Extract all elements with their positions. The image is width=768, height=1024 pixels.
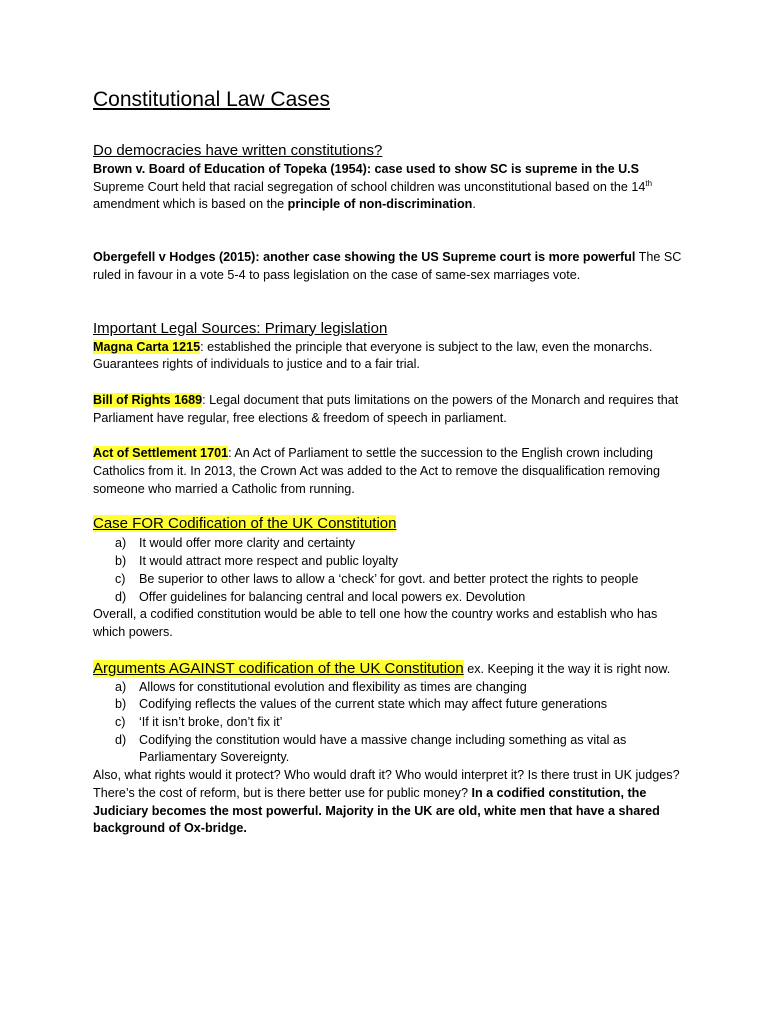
heading-democracies: Do democracies have written constitutions?: [93, 142, 383, 159]
list-item-text: ‘If it isn’t broke, don’t fix it’: [139, 715, 283, 730]
list-item: [93, 535, 685, 553]
heading-legal-sources: Important Legal Sources: Primary legislation: [93, 319, 388, 337]
magna-carta-text: : established the principle that everyone is subject to the law, even the monarchs. Guarantees rights of individuals to justice and to a fair trial.: [93, 339, 653, 372]
list-marker: a): [115, 536, 127, 551]
list-marker: d): [115, 732, 127, 747]
list-item: [93, 571, 685, 589]
list-item: [93, 732, 685, 767]
magna-carta-label: Magna Carta 1215: [93, 339, 201, 354]
brown-case-lead: Brown v. Board of Education of Topeka (1954): case used to show SC is supreme in the U.S: [93, 162, 640, 176]
act-of-settlement-label: Act of Settlement 1701: [93, 446, 229, 461]
case-against-list: [93, 679, 685, 768]
brown-case-end: .: [472, 197, 476, 212]
heading-case-against-text: Arguments AGAINST codification of the UK Constitution: [93, 659, 464, 677]
list-item: [93, 553, 685, 571]
brown-case-sup: th: [645, 178, 653, 188]
heading-case-against-suffix: ex. Keeping it the way it is right now.: [463, 661, 671, 676]
list-marker: b): [115, 697, 127, 712]
obergefell-case-paragraph: [93, 249, 685, 284]
list-item-text: It would attract more respect and public loyalty: [139, 554, 398, 569]
list-marker: d): [115, 589, 127, 604]
list-item-text: Offer guidelines for balancing central and local powers ex. Devolution: [139, 589, 526, 604]
magna-carta-paragraph: [93, 339, 685, 374]
bill-of-rights-paragraph: [93, 392, 685, 427]
obergefell-case-lead: Obergefell v Hodges (2015): another case showing the US Supreme court is more powerful: [93, 250, 636, 265]
act-of-settlement-paragraph: [93, 445, 685, 498]
brown-case-text-2: amendment which is based on the: [93, 197, 288, 212]
list-marker: c): [115, 715, 126, 730]
act-of-settlement-text: : An Act of Parliament to settle the succession to the English crown including Catholics from it. In 2013, the Crown Act was added to the Act to remove the disqualification removing someone who married a Catholic from running.: [93, 446, 661, 496]
brown-case-bold: principle of non-discrimination: [287, 197, 473, 212]
closing-bold-statement: In a codified constitution, the Judiciary becomes the most powerful. Majority in the UK are old, white men that have a shared background of Ox-bridge.: [93, 785, 660, 836]
list-item: [93, 696, 685, 714]
document-body: [93, 88, 685, 838]
case-for-list: [93, 535, 685, 606]
list-item-text: Codifying reflects the values of the current state which may affect future generations: [139, 697, 608, 712]
list-marker: b): [115, 554, 127, 569]
closing-questions: Also, what rights would it protect? Who would draft it? Who would interpret it? Is there trust in UK judges? There’s the cost of reform, but is there better use for public money?: [93, 768, 680, 800]
bill-of-rights-text: : Legal document that puts limitations on the powers of the Monarch and requires that Parliament have regular, free elections & freedom of speech in parliament.: [93, 392, 679, 425]
heading-case-for: [93, 515, 685, 533]
list-item-text: Be superior to other laws to allow a ‘check’ for govt. and better protect the rights to people: [139, 571, 639, 586]
case-for-summary: Overall, a codified constitution would be able to tell one how the country works and establish who has which powers.: [93, 607, 658, 639]
heading-case-against: [93, 659, 685, 679]
page-title: Constitutional Law Cases: [93, 88, 330, 111]
list-marker: c): [115, 571, 126, 586]
list-marker: a): [115, 679, 127, 694]
case-against-closing: [93, 767, 685, 838]
list-item-text: It would offer more clarity and certainty: [139, 536, 356, 551]
list-item-text: Allows for constitutional evolution and flexibility as times are changing: [139, 679, 527, 694]
brown-case-text-1: Supreme Court held that racial segregation of school children was unconstitutional based on the 14: [93, 179, 646, 194]
list-item-text: Codifying the constitution would have a massive change including something as vital as Parliamentary Sovereignty.: [139, 732, 627, 765]
list-item: [93, 589, 685, 607]
list-item: [93, 679, 685, 697]
brown-case-paragraph: [93, 161, 685, 214]
heading-case-for-text: Case FOR Codification of the UK Constitution: [93, 515, 397, 533]
obergefell-case-text: The SC ruled in favour in a vote 5-4 to pass legislation on the case of same-sex marriages vote.: [93, 250, 682, 282]
list-item: [93, 714, 685, 732]
bill-of-rights-label: Bill of Rights 1689: [93, 392, 203, 407]
